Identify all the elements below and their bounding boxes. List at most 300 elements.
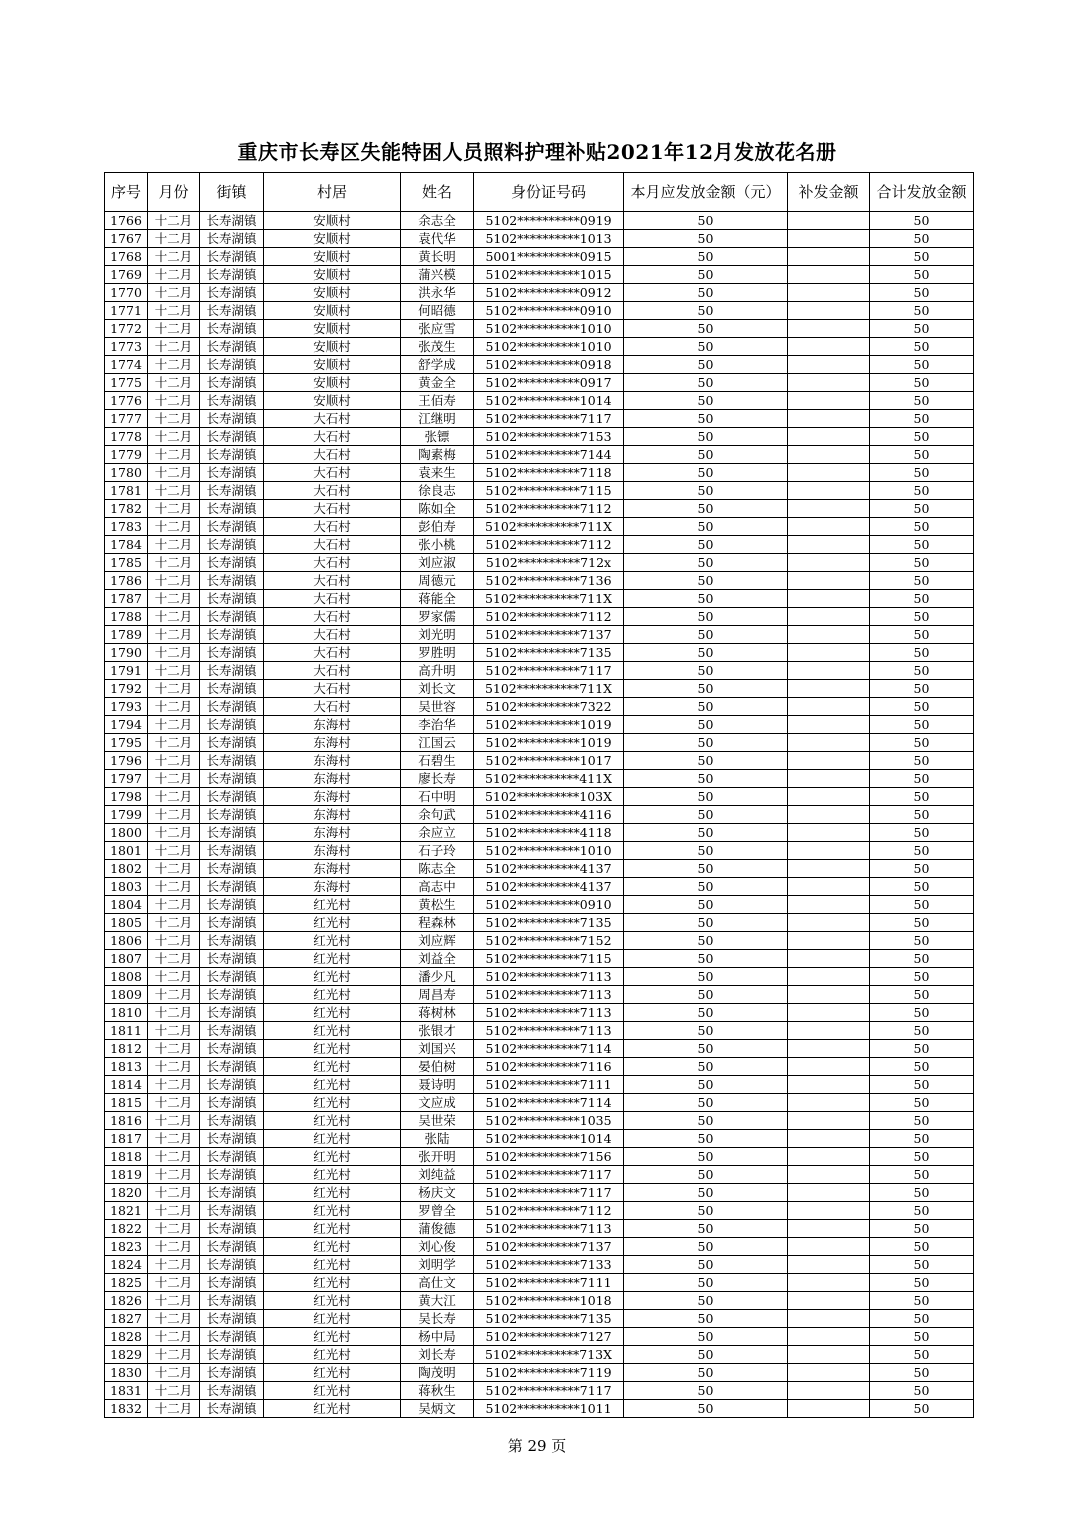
cell-id-number: 5102**********7117 (474, 1184, 624, 1202)
cell-town: 长寿湖镇 (200, 842, 264, 860)
cell-id-number: 5102**********103X (474, 788, 624, 806)
cell-village: 红光村 (264, 1004, 401, 1022)
cell-name: 晏伯树 (401, 1058, 474, 1076)
cell-village: 红光村 (264, 986, 401, 1004)
cell-village: 安顺村 (264, 230, 401, 248)
cell-total-amount: 50 (870, 1112, 974, 1130)
cell-monthly-amount: 50 (624, 428, 788, 446)
cell-total-amount: 50 (870, 428, 974, 446)
cell-monthly-amount: 50 (624, 410, 788, 428)
cell-name: 刘益全 (401, 950, 474, 968)
cell-index: 1775 (105, 374, 148, 392)
cell-name: 潘少凡 (401, 968, 474, 986)
cell-index: 1818 (105, 1148, 148, 1166)
cell-id-number: 5102**********7115 (474, 950, 624, 968)
table-row (105, 788, 974, 806)
cell-month: 十二月 (148, 968, 200, 986)
cell-monthly-amount: 50 (624, 1184, 788, 1202)
cell-town: 长寿湖镇 (200, 392, 264, 410)
cell-village: 红光村 (264, 914, 401, 932)
cell-monthly-amount: 50 (624, 1130, 788, 1148)
cell-name: 杨庆文 (401, 1184, 474, 1202)
table-row (105, 572, 974, 590)
cell-monthly-amount: 50 (624, 446, 788, 464)
cell-village: 大石村 (264, 500, 401, 518)
cell-supplement-amount (788, 590, 870, 608)
cell-town: 长寿湖镇 (200, 446, 264, 464)
cell-id-number: 5102**********711X (474, 590, 624, 608)
table-row (105, 1040, 974, 1058)
cell-village: 东海村 (264, 842, 401, 860)
table-row (105, 716, 974, 734)
cell-town: 长寿湖镇 (200, 320, 264, 338)
cell-supplement-amount (788, 302, 870, 320)
cell-id-number: 5102**********712x (474, 554, 624, 572)
cell-monthly-amount: 50 (624, 608, 788, 626)
cell-month: 十二月 (148, 392, 200, 410)
cell-id-number: 5102**********7112 (474, 608, 624, 626)
cell-village: 大石村 (264, 428, 401, 446)
cell-month: 十二月 (148, 230, 200, 248)
table-row (105, 1022, 974, 1040)
cell-index: 1789 (105, 626, 148, 644)
table-row (105, 482, 974, 500)
cell-index: 1817 (105, 1130, 148, 1148)
cell-month: 十二月 (148, 698, 200, 716)
cell-total-amount: 50 (870, 770, 974, 788)
cell-supplement-amount (788, 1166, 870, 1184)
cell-total-amount: 50 (870, 284, 974, 302)
cell-town: 长寿湖镇 (200, 1220, 264, 1238)
cell-name: 罗家儒 (401, 608, 474, 626)
cell-id-number: 5102**********7137 (474, 626, 624, 644)
cell-name: 余应立 (401, 824, 474, 842)
cell-id-number: 5102**********7114 (474, 1040, 624, 1058)
table-body (105, 212, 974, 1418)
cell-village: 红光村 (264, 1130, 401, 1148)
table-row (105, 968, 974, 986)
cell-month: 十二月 (148, 608, 200, 626)
cell-month: 十二月 (148, 680, 200, 698)
cell-id-number: 5102**********1019 (474, 734, 624, 752)
header-name: 姓名 (401, 173, 474, 212)
cell-index: 1816 (105, 1112, 148, 1130)
cell-month: 十二月 (148, 428, 200, 446)
cell-month: 十二月 (148, 1094, 200, 1112)
cell-village: 安顺村 (264, 302, 401, 320)
cell-index: 1786 (105, 572, 148, 590)
cell-supplement-amount (788, 1022, 870, 1040)
cell-id-number: 5102**********7113 (474, 968, 624, 986)
cell-month: 十二月 (148, 986, 200, 1004)
cell-total-amount: 50 (870, 1202, 974, 1220)
cell-name: 黄长明 (401, 248, 474, 266)
cell-village: 大石村 (264, 518, 401, 536)
cell-id-number: 5102**********1014 (474, 1130, 624, 1148)
cell-index: 1798 (105, 788, 148, 806)
cell-name: 蒋能全 (401, 590, 474, 608)
cell-total-amount: 50 (870, 1328, 974, 1346)
cell-month: 十二月 (148, 1130, 200, 1148)
cell-total-amount: 50 (870, 1364, 974, 1382)
cell-supplement-amount (788, 1256, 870, 1274)
cell-supplement-amount (788, 1364, 870, 1382)
cell-name: 石子玲 (401, 842, 474, 860)
cell-village: 红光村 (264, 1058, 401, 1076)
cell-name: 蒲俊德 (401, 1220, 474, 1238)
cell-index: 1774 (105, 356, 148, 374)
cell-supplement-amount (788, 446, 870, 464)
table-row (105, 590, 974, 608)
cell-town: 长寿湖镇 (200, 248, 264, 266)
cell-month: 十二月 (148, 662, 200, 680)
cell-town: 长寿湖镇 (200, 1292, 264, 1310)
cell-town: 长寿湖镇 (200, 1364, 264, 1382)
cell-id-number: 5102**********4137 (474, 860, 624, 878)
cell-name: 廖长寿 (401, 770, 474, 788)
cell-town: 长寿湖镇 (200, 1112, 264, 1130)
cell-index: 1779 (105, 446, 148, 464)
cell-id-number: 5102**********711X (474, 518, 624, 536)
cell-village: 大石村 (264, 410, 401, 428)
header-index: 序号 (105, 173, 148, 212)
cell-supplement-amount (788, 230, 870, 248)
cell-monthly-amount: 50 (624, 212, 788, 230)
cell-month: 十二月 (148, 770, 200, 788)
cell-month: 十二月 (148, 1040, 200, 1058)
cell-town: 长寿湖镇 (200, 752, 264, 770)
cell-supplement-amount (788, 734, 870, 752)
cell-total-amount: 50 (870, 878, 974, 896)
table-row (105, 626, 974, 644)
cell-supplement-amount (788, 518, 870, 536)
table-row (105, 338, 974, 356)
cell-index: 1814 (105, 1076, 148, 1094)
table-row (105, 1094, 974, 1112)
cell-town: 长寿湖镇 (200, 1238, 264, 1256)
cell-village: 大石村 (264, 536, 401, 554)
cell-supplement-amount (788, 986, 870, 1004)
cell-town: 长寿湖镇 (200, 554, 264, 572)
cell-village: 大石村 (264, 626, 401, 644)
cell-monthly-amount: 50 (624, 1310, 788, 1328)
cell-month: 十二月 (148, 446, 200, 464)
table-row (105, 230, 974, 248)
cell-index: 1826 (105, 1292, 148, 1310)
cell-index: 1799 (105, 806, 148, 824)
cell-village: 东海村 (264, 824, 401, 842)
cell-monthly-amount: 50 (624, 806, 788, 824)
cell-town: 长寿湖镇 (200, 1004, 264, 1022)
roster-table (104, 172, 974, 1418)
cell-name: 李治华 (401, 716, 474, 734)
cell-total-amount: 50 (870, 482, 974, 500)
cell-monthly-amount: 50 (624, 482, 788, 500)
cell-name: 江继明 (401, 410, 474, 428)
cell-name: 高仕文 (401, 1274, 474, 1292)
cell-name: 石中明 (401, 788, 474, 806)
cell-total-amount: 50 (870, 338, 974, 356)
cell-supplement-amount (788, 860, 870, 878)
cell-village: 安顺村 (264, 356, 401, 374)
cell-total-amount: 50 (870, 302, 974, 320)
cell-id-number: 5102**********7116 (474, 1058, 624, 1076)
cell-total-amount: 50 (870, 500, 974, 518)
cell-index: 1831 (105, 1382, 148, 1400)
cell-town: 长寿湖镇 (200, 212, 264, 230)
cell-supplement-amount (788, 662, 870, 680)
cell-total-amount: 50 (870, 860, 974, 878)
cell-total-amount: 50 (870, 266, 974, 284)
table-row (105, 806, 974, 824)
cell-town: 长寿湖镇 (200, 356, 264, 374)
cell-monthly-amount: 50 (624, 788, 788, 806)
cell-id-number: 5102**********1018 (474, 1292, 624, 1310)
cell-name: 周德元 (401, 572, 474, 590)
cell-town: 长寿湖镇 (200, 878, 264, 896)
cell-total-amount: 50 (870, 212, 974, 230)
cell-id-number: 5102**********1010 (474, 338, 624, 356)
cell-name: 张银才 (401, 1022, 474, 1040)
table-row (105, 1058, 974, 1076)
cell-index: 1804 (105, 896, 148, 914)
cell-village: 红光村 (264, 1310, 401, 1328)
table-row (105, 248, 974, 266)
cell-id-number: 5102**********1010 (474, 320, 624, 338)
cell-name: 刘长寿 (401, 1346, 474, 1364)
cell-month: 十二月 (148, 1238, 200, 1256)
cell-town: 长寿湖镇 (200, 1166, 264, 1184)
cell-index: 1787 (105, 590, 148, 608)
cell-index: 1823 (105, 1238, 148, 1256)
cell-index: 1776 (105, 392, 148, 410)
cell-supplement-amount (788, 1112, 870, 1130)
cell-index: 1766 (105, 212, 148, 230)
cell-id-number: 5102**********411X (474, 770, 624, 788)
cell-town: 长寿湖镇 (200, 680, 264, 698)
cell-id-number: 5102**********1035 (474, 1112, 624, 1130)
cell-month: 十二月 (148, 1166, 200, 1184)
cell-month: 十二月 (148, 1148, 200, 1166)
cell-monthly-amount: 50 (624, 914, 788, 932)
cell-monthly-amount: 50 (624, 932, 788, 950)
cell-index: 1806 (105, 932, 148, 950)
cell-index: 1790 (105, 644, 148, 662)
cell-village: 红光村 (264, 1040, 401, 1058)
cell-supplement-amount (788, 1040, 870, 1058)
cell-monthly-amount: 50 (624, 950, 788, 968)
cell-supplement-amount (788, 1346, 870, 1364)
cell-supplement-amount (788, 392, 870, 410)
cell-id-number: 5102**********7117 (474, 410, 624, 428)
cell-supplement-amount (788, 266, 870, 284)
cell-supplement-amount (788, 1238, 870, 1256)
cell-supplement-amount (788, 212, 870, 230)
table-row (105, 1148, 974, 1166)
cell-id-number: 5102**********1013 (474, 230, 624, 248)
cell-index: 1820 (105, 1184, 148, 1202)
table-row (105, 320, 974, 338)
cell-village: 红光村 (264, 1148, 401, 1166)
cell-monthly-amount: 50 (624, 770, 788, 788)
table-row (105, 1238, 974, 1256)
cell-village: 大石村 (264, 554, 401, 572)
cell-monthly-amount: 50 (624, 1364, 788, 1382)
cell-monthly-amount: 50 (624, 986, 788, 1004)
cell-total-amount: 50 (870, 572, 974, 590)
cell-month: 十二月 (148, 1058, 200, 1076)
table-row (105, 1130, 974, 1148)
cell-id-number: 5102**********0910 (474, 302, 624, 320)
cell-monthly-amount: 50 (624, 1094, 788, 1112)
cell-index: 1791 (105, 662, 148, 680)
cell-index: 1778 (105, 428, 148, 446)
cell-index: 1801 (105, 842, 148, 860)
cell-month: 十二月 (148, 824, 200, 842)
cell-monthly-amount: 50 (624, 680, 788, 698)
cell-town: 长寿湖镇 (200, 950, 264, 968)
table-row (105, 878, 974, 896)
cell-total-amount: 50 (870, 662, 974, 680)
table-row (105, 1400, 974, 1418)
table-row (105, 518, 974, 536)
cell-id-number: 5102**********1014 (474, 392, 624, 410)
cell-id-number: 5102**********1010 (474, 842, 624, 860)
cell-name: 陶素梅 (401, 446, 474, 464)
cell-town: 长寿湖镇 (200, 1094, 264, 1112)
cell-index: 1767 (105, 230, 148, 248)
cell-supplement-amount (788, 1004, 870, 1022)
cell-name: 刘明学 (401, 1256, 474, 1274)
cell-monthly-amount: 50 (624, 842, 788, 860)
cell-monthly-amount: 50 (624, 644, 788, 662)
cell-village: 安顺村 (264, 374, 401, 392)
cell-name: 王佰寿 (401, 392, 474, 410)
table-row (105, 1220, 974, 1238)
cell-month: 十二月 (148, 1382, 200, 1400)
cell-index: 1773 (105, 338, 148, 356)
cell-supplement-amount (788, 770, 870, 788)
cell-name: 徐良志 (401, 482, 474, 500)
table-row (105, 662, 974, 680)
cell-index: 1797 (105, 770, 148, 788)
cell-id-number: 5102**********7113 (474, 986, 624, 1004)
cell-village: 安顺村 (264, 266, 401, 284)
cell-total-amount: 50 (870, 554, 974, 572)
cell-monthly-amount: 50 (624, 374, 788, 392)
cell-supplement-amount (788, 284, 870, 302)
cell-supplement-amount (788, 1058, 870, 1076)
cell-monthly-amount: 50 (624, 536, 788, 554)
cell-index: 1784 (105, 536, 148, 554)
cell-monthly-amount: 50 (624, 1346, 788, 1364)
cell-month: 十二月 (148, 1346, 200, 1364)
cell-total-amount: 50 (870, 716, 974, 734)
cell-index: 1809 (105, 986, 148, 1004)
cell-month: 十二月 (148, 896, 200, 914)
cell-village: 安顺村 (264, 284, 401, 302)
cell-monthly-amount: 50 (624, 1004, 788, 1022)
cell-supplement-amount (788, 428, 870, 446)
document-title: 重庆市长寿区失能特困人员照料护理补贴2021年12月发放花名册 (237, 140, 837, 164)
cell-index: 1828 (105, 1328, 148, 1346)
cell-supplement-amount (788, 626, 870, 644)
table-row (105, 1166, 974, 1184)
cell-total-amount: 50 (870, 896, 974, 914)
cell-monthly-amount: 50 (624, 896, 788, 914)
cell-total-amount: 50 (870, 1256, 974, 1274)
cell-name: 刘心俊 (401, 1238, 474, 1256)
cell-village: 红光村 (264, 896, 401, 914)
header-id-number: 身份证号码 (474, 173, 624, 212)
cell-supplement-amount (788, 806, 870, 824)
cell-supplement-amount (788, 698, 870, 716)
table-row (105, 950, 974, 968)
cell-month: 十二月 (148, 302, 200, 320)
cell-month: 十二月 (148, 1310, 200, 1328)
cell-id-number: 5102**********7113 (474, 1004, 624, 1022)
cell-index: 1781 (105, 482, 148, 500)
cell-supplement-amount (788, 644, 870, 662)
cell-name: 刘国兴 (401, 1040, 474, 1058)
cell-name: 陈如全 (401, 500, 474, 518)
cell-supplement-amount (788, 1094, 870, 1112)
cell-monthly-amount: 50 (624, 392, 788, 410)
table-row (105, 554, 974, 572)
cell-town: 长寿湖镇 (200, 428, 264, 446)
cell-village: 大石村 (264, 590, 401, 608)
header-town: 街镇 (200, 173, 264, 212)
cell-monthly-amount: 50 (624, 662, 788, 680)
table-row (105, 1112, 974, 1130)
cell-total-amount: 50 (870, 608, 974, 626)
cell-index: 1822 (105, 1220, 148, 1238)
cell-village: 安顺村 (264, 338, 401, 356)
cell-village: 安顺村 (264, 320, 401, 338)
cell-total-amount: 50 (870, 464, 974, 482)
cell-town: 长寿湖镇 (200, 518, 264, 536)
cell-name: 石碧生 (401, 752, 474, 770)
cell-id-number: 5102**********7111 (474, 1274, 624, 1292)
cell-total-amount: 50 (870, 356, 974, 374)
cell-monthly-amount: 50 (624, 698, 788, 716)
cell-total-amount: 50 (870, 806, 974, 824)
cell-village: 东海村 (264, 806, 401, 824)
cell-supplement-amount (788, 842, 870, 860)
cell-name: 刘应淑 (401, 554, 474, 572)
cell-name: 程森林 (401, 914, 474, 932)
cell-total-amount: 50 (870, 1148, 974, 1166)
cell-total-amount: 50 (870, 1274, 974, 1292)
cell-supplement-amount (788, 680, 870, 698)
cell-name: 罗曾全 (401, 1202, 474, 1220)
cell-monthly-amount: 50 (624, 500, 788, 518)
cell-month: 十二月 (148, 1076, 200, 1094)
cell-id-number: 5102**********7112 (474, 536, 624, 554)
cell-name: 高志中 (401, 878, 474, 896)
table-row (105, 860, 974, 878)
cell-town: 长寿湖镇 (200, 824, 264, 842)
cell-village: 安顺村 (264, 248, 401, 266)
cell-month: 十二月 (148, 284, 200, 302)
cell-village: 红光村 (264, 950, 401, 968)
cell-town: 长寿湖镇 (200, 500, 264, 518)
cell-supplement-amount (788, 410, 870, 428)
cell-supplement-amount (788, 248, 870, 266)
cell-name: 江国云 (401, 734, 474, 752)
cell-month: 十二月 (148, 464, 200, 482)
cell-monthly-amount: 50 (624, 320, 788, 338)
